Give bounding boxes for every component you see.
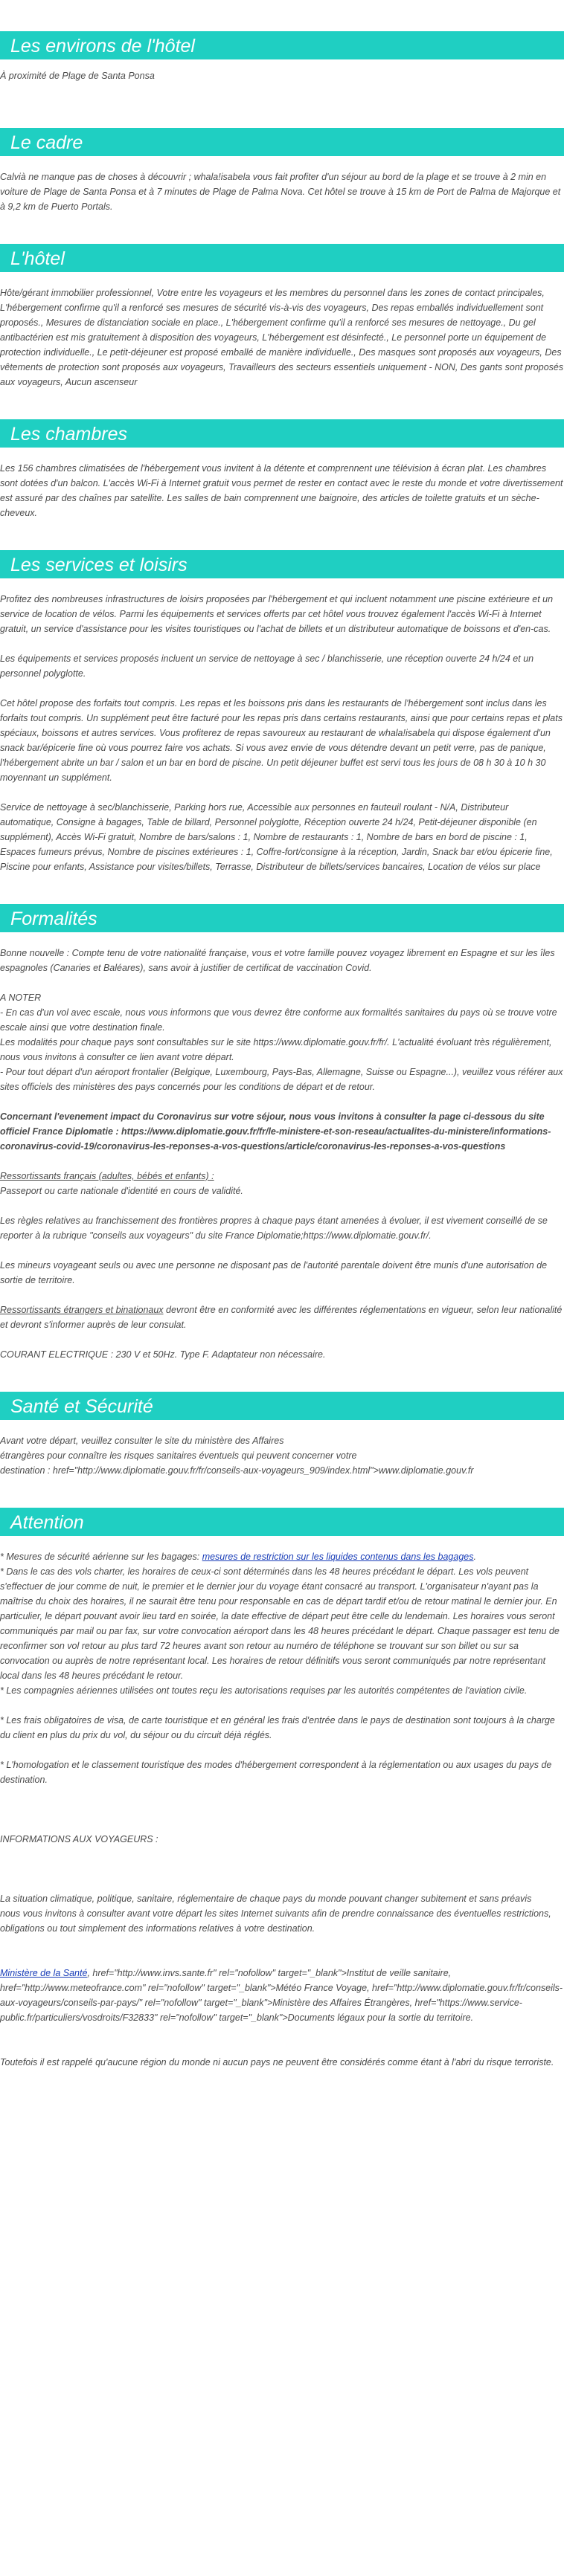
formalites-note-heading: A NOTER <box>0 992 42 1003</box>
section-formalites <box>0 904 564 1362</box>
services-paragraph-4: Service de nettoyage à sec/blanchisserie, Parking hors rue, Accessible aux personnes en fauteuil roulant - N/A, Distributeur automatique, Consigne à bagages, Table de billard, Personnel polyglotte, Réception ouverte 24 h/24, Petit-déjeuner disponible (en supplément), Accès Wi-Fi gratuit, Nombre de bars/salons : 1, Nombre de restaurants : 1, Nombre de bars en bord de piscine : 1, Espaces fumeurs prévus, Nombre de piscines extérieures : 1, Coffre-fort/consigne à la réception, Jardin, Snack bar et/ou épicerie fine, Piscine pour enfants, Assistance pour visites/billets, Terrasse, Distributeur de billets/services bancaires, Location de vélos sur place <box>0 802 553 872</box>
services-paragraph-2: Les équipements et services proposés incluent un service de nettoyage à sec / blanchisserie, une réception ouverte 24 h/24 et un personnel polyglotte. <box>0 653 534 679</box>
attention-homologation: * L'homologation et le classement touristique des modes d'hébergement correspondent à la réglementation ou aux usages du pays de destination. <box>0 1760 552 1785</box>
formalites-coronavirus: Concernant l'evenement impact du Coronavirus sur votre séjour, nous vous invitons à consulter la page ci-dessous du site officiel France Diplomatie : https://www.diplomatie.gouv.fr/fr/le-ministere-et-son-reseau/actualites-du-ministere/informations-coronavirus-covid-19/coronavirus-les-reponses-a-vos-questions/article/coronavirus-les-reponses-a-vos-questions <box>0 1111 551 1152</box>
attention-bagages <box>0 1549 564 1564</box>
section-title-services: Les services et loisirs <box>0 550 564 578</box>
formalites-regles: Les règles relatives au franchissement des frontières propres à chaque pays étant amenées à évoluer, il est vivement conseillé de se reporter à la rubrique "conseils aux voyageurs" du site France Diplomatie;https://www.diplomatie.gouv.fr/. <box>0 1216 548 1241</box>
sante-line-2: étrangères pour connaître les risques sanitaires éventuels qui peuvent concerner votre <box>0 1450 357 1461</box>
formalites-passeport: Passeport ou carte nationale d'identité en cours de validité. <box>0 1186 243 1196</box>
attention-liens <box>0 1966 564 2025</box>
attention-compagnies: * Les compagnies aériennes utilisées ont toutes reçu les autorisations requises par les autorités compétentes de l'aviation civile. <box>0 1685 528 1696</box>
section-title-hotel: L'hôtel <box>0 244 564 272</box>
section-services <box>0 550 564 874</box>
sante-line-1: Avant votre départ, veuillez consulter le site du ministère des Affaires <box>0 1436 284 1446</box>
hotel-text: Hôte/gérant immobilier professionnel, Votre entre les voyageurs et les membres du personnel dans les zones de contact principales, L'hébergement confirme qu'il a renforcé ses mesures de sécurité vis-à-vis des voyageurs, Des repas emballés individuellement sont proposés., Mesures de distanciation sociale en place., L'hébergement confirme qu'il a renforcé ses mesures de nettoyage., Du gel antibactérien est mis gratuitement à disposition des voyageurs, L'hébergement est désinfecté., Le personnel porte un équipement de protection individuelle., Le petit-déjeuner est proposé emballé de manière individuelle., Des masques sont proposés aux voyageurs, Des vêtements de protection sont proposés aux voyageurs, Travailleurs des secteurs essentiels uniquement - NON, Des gants sont proposés aux voyageurs, Aucun ascenseur <box>0 288 564 387</box>
formalites-paragraph-1: Bonne nouvelle : Compte tenu de votre nationalité française, vous et votre famille pouvez voyagez librement en Espagne et sur les îles espagnoles (Canaries et Baléares), sans avoir à justifier de certificat de vaccination Covid. <box>0 948 555 973</box>
attention-frais-visa: * Les frais obligatoires de visa, de carte touristique et en général les frais d'entrée dans le pays de destination sont toujours à la charge du client en plus du prix du vol, du séjour ou du circuit déjà réglés. <box>0 1715 555 1740</box>
attention-sites: nous vous invitons à consulter avant votre départ les sites Internet suivants afin de prendre connaissance des éventuelles restrictions, obligations ou tout simplement des informations relatives à votre destination. <box>0 1908 551 1934</box>
section-title-chambres: Les chambres <box>0 419 564 448</box>
environs-text: À proximité de Plage de Santa Ponsa <box>0 71 155 81</box>
liquides-restriction-link[interactable]: mesures de restriction sur les liquides contenus dans les bagages <box>202 1552 474 1562</box>
formalites-etrangers-text: devront être en conformité avec les différentes réglementations en vigueur, selon leur nationalité et devront s'informer auprès de leur consulat. <box>0 1305 563 1330</box>
sante-line-3: destination : href="http://www.diplomatie.gouv.fr/fr/conseils-aux-voyageurs_909/index.html">www.diplomatie.gouv.fr <box>0 1465 474 1476</box>
attention-liens-text: , href="http://www.invs.sante.fr" rel="nofollow" target="_blank">Institut de veille sanitaire, href="http://www.meteofrance.com" rel="nofollow" target="_blank">Météo France Voyage, href="http://www.diplomatie.gouv.fr/fr/conseils-aux-voyageurs/conseils-par-pays/" rel="nofollow" target="_blank">Ministère des Affaires Étrangères, href="https://www.service-public.fr/particuliers/vosdroits/F32833" rel="nofollow" target="_blank">Documents légaux pour la sortie du territoire. <box>0 1968 563 2023</box>
formalites-note-modalites: Les modalités pour chaque pays sont consultables sur le site https://www.diplomatie.gouv.fr/fr/. L'actualité évoluant très régulièrement, nous vous invitons à consulter ce lien avant votre départ. <box>0 1037 552 1062</box>
formalites-note-escale: - En cas d'un vol avec escale, nous vous informons que vous devrez être conforme aux formalités sanitaires du pays où se trouve votre escale ainsi que votre destination finale. <box>0 1007 557 1033</box>
section-environs <box>0 0 564 83</box>
attention-terrorisme: Toutefois il est rappelé qu'aucune région du monde ni aucun pays ne peuvent être considérés comme étant à l'abri du risque terroriste. <box>0 2057 554 2067</box>
ministere-sante-link[interactable]: Ministère de la Santé <box>0 1968 88 1978</box>
formalites-etrangers-label: Ressortissants étrangers et binationaux <box>0 1305 164 1315</box>
attention-situation: La situation climatique, politique, sanitaire, réglementaire de chaque pays du monde pouvant changer subitement et sans préavis <box>0 1894 532 1904</box>
section-attention <box>0 1508 564 2070</box>
attention-bagages-end: . <box>473 1552 476 1562</box>
formalites-note-frontalier: - Pour tout départ d'un aéroport frontalier (Belgique, Luxembourg, Pays-Bas, Allemagne, Suisse ou Espagne...), veuillez vous référer aux sites officiels des ministères des pays concernés pour les conditions de départ et de retour. <box>0 1067 563 1092</box>
formalites-courant: COURANT ELECTRIQUE : 230 V et 50Hz. Type F. Adaptateur non nécessaire. <box>0 1349 326 1360</box>
formalites-ressortissants-francais: Ressortissants français (adultes, bébés et enfants) : <box>0 1171 214 1181</box>
section-title-formalites: Formalités <box>0 904 564 932</box>
services-paragraph-1: Profitez des nombreuses infrastructures de loisirs proposées par l'hébergement et qui incluent notamment une piscine extérieure et un service de location de vélos. Parmi les équipements et services offerts par cet hôtel vous trouvez également l'accès Wi-Fi à Internet gratuit, un service d'assistance pour les visites touristiques ou l'achat de billets et un distributeur automatique de boissons et d'en-cas. <box>0 594 554 634</box>
section-title-cadre: Le cadre <box>0 128 564 156</box>
section-hotel <box>0 244 564 390</box>
attention-informations-heading: INFORMATIONS AUX VOYAGEURS : <box>0 1834 158 1844</box>
section-title-sante: Santé et Sécurité <box>0 1392 564 1420</box>
attention-bagages-label: * Mesures de sécurité aérienne sur les bagages: <box>0 1552 202 1562</box>
attention-vols-charter: * Dans le cas des vols charter, les horaires de ceux-ci sont déterminés dans les 48 heures précédant le départ. Les vols peuvent s'effectuer de jour comme de nuit, le premier et le dernier jour du voyage étant consacré au transport. L'organisateur n'ayant pas la maîtrise du choix des horaires, il ne saurait être tenu pour responsable en cas de départ tardif et/ou de retour matinal le dernier jour. En particulier, le départ pouvant avoir lieu tard en soirée, la date effective de départ peut être celle du lendemain. Les horaires vous seront communiqués par mail ou par fax, sur votre convocation aéroport dans les 48 heures précédant le départ. Chaque passager est tenu de reconfirmer son vol retour au plus tard 72 heures avant son retour au numéro de téléphone se trouvant sur son billet ou sur sa convocation ou auprès de notre représentant local. Les horaires de retour définitifs vous seront communiqués par notre représentant local dans les 48 heures précédant le retour. <box>0 1566 560 1681</box>
section-chambres <box>0 419 564 520</box>
section-title-attention: Attention <box>0 1508 564 1536</box>
section-sante <box>0 1392 564 1478</box>
section-cadre <box>0 128 564 214</box>
chambres-text: Les 156 chambres climatisées de l'hébergement vous invitent à la détente et comprennent une télévision à écran plat. Les chambres sont dotées d'un balcon. L'accès Wi-Fi à Internet gratuit vous permet de rester en contact avec le reste du monde et votre divertissement est assuré par des chaînes par satellite. Les salles de bain comprennent une baignoire, des articles de toilette gratuits et un sèche-cheveux. <box>0 463 563 518</box>
formalites-etrangers <box>0 1302 564 1332</box>
section-title-environs: Les environs de l'hôtel <box>0 31 564 59</box>
services-paragraph-3: Cet hôtel propose des forfaits tout compris. Les repas et les boissons pris dans les restaurants de l'hébergement sont inclus dans les forfaits tout compris. Un supplément peut être facturé pour les repas pris dans certains restaurants, ainsi que pour certains repas et plats spéciaux, boissons et autres services. Vous profiterez de repas savoureux au restaurant de whala!isabela qui dispose également d'un snack bar/épicerie fine où vous pourrez faire vos achats. Si vous avez envie de vous détendre devant un petit verre, pas de panique, l'hébergement abrite un bar / salon et un bar en bord de piscine. Un petit déjeuner buffet est servi tous les jours de 08 h 30 à 10 h 30 moyennant un supplément. <box>0 698 563 783</box>
formalites-mineurs: Les mineurs voyageant seuls ou avec une personne ne disposant pas de l'autorité parentale doivent être munis d'une autorisation de sortie de territoire. <box>0 1260 548 1285</box>
cadre-text: Calvià ne manque pas de choses à découvrir ; whala!isabela vous fait profiter d'un séjour au bord de la plage et se trouve à 2 min en voiture de Plage de Santa Ponsa et à 7 minutes de Plage de Palma Nova. Cet hôtel se trouve à 15 km de Port de Palma de Majorque et à 9,2 km de Puerto Portals. <box>0 172 561 212</box>
